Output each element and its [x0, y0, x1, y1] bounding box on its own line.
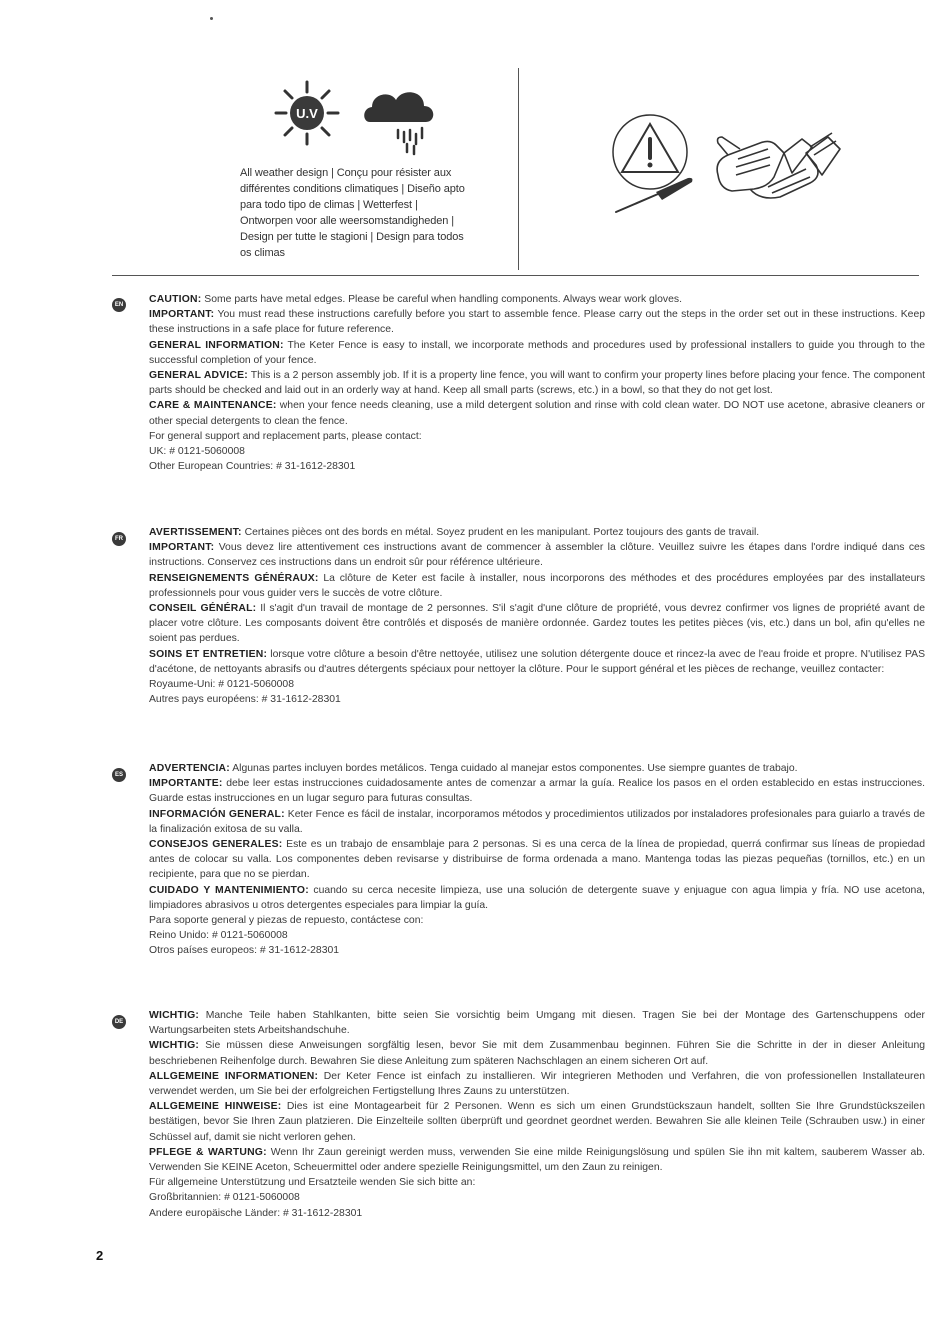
- phone-uk: UK: # 0121-5060008: [149, 446, 245, 458]
- lang-badge-de: DE: [112, 1015, 126, 1029]
- important-text: debe leer estas instrucciones cuidadosamente antes de comenzar a armar la guía. Realice los pasos en el orden establecido en estas instrucciones. Guarde estas instrucciones en un lugar seguro para futuras consultas.: [149, 778, 925, 805]
- caution-label: WICHTIG:: [149, 1010, 200, 1021]
- care-text: Wenn Ihr Zaun gereinigt werden muss, verwenden Sie eine milde Reinigungslösung und spülen Sie ihn mit kaltem, sauberem Wasser ab. Verwenden Sie KEINE Aceton, Scheuermittel oder andere spezielle Reinigungsmittel, um den Zaun zu reinigen.: [149, 1146, 925, 1174]
- care-line: [149, 883, 925, 913]
- care-line: [149, 1145, 925, 1175]
- general-info-text: La clôture de Keter est facile à installer, nous incorporons des méthodes et des procédures employées par des installateurs professionnels pour vous guider vers le succès de votre clôture.: [149, 572, 926, 599]
- lang-badge-fr: FR: [112, 532, 126, 546]
- phone-uk: Royaume-Uni: # 0121-5060008: [149, 679, 294, 691]
- important-text: Sie müssen diese Anweisungen sorgfältig lesen, bevor Sie mit dem Zusammenbau beginnen. Führen Sie die Schritte in der in dieser Anleitung beschriebenen Reihenfolge durch. Bewahren Sie diese Anleitung zum späteren Nachschlagen an einem sicheren Ort auf.: [149, 1040, 925, 1067]
- general-info-label: ALLGEMEINE INFORMATIONEN:: [149, 1070, 319, 1082]
- general-advice-label: CONSEJOS GENERALES:: [149, 839, 283, 851]
- rain-cloud-icon: [360, 82, 440, 162]
- general-advice-text: Dies ist eine Montagearbeit für 2 Personen. Wenn es sich um einen Grundstückszaun handelt, sollten Sie Ihre Grundstückszeilen bestätigen, bevor Sie Ihren Zaun platzieren. Die Einzelteile sollten überprüft und geordnet geordnet werden. Bewahren Sie alle kleinen Teile (Schrauben usw.) in einer Schüssel auf, damit sie nicht verloren gehen.: [149, 1101, 925, 1143]
- scan-dot: [210, 17, 213, 20]
- general-info-line: [149, 807, 925, 837]
- caution-label: AVERTISSEMENT:: [149, 527, 242, 538]
- general-info-text: Der Keter Fence ist einfach zu installieren. Wir integrieren Methoden und Verfahren, die von professionellen Installateuren verwendet werden, um Sie bei der erfolgreichen Fertigstellung Ihres Zauns zu unterstützen.: [149, 1070, 925, 1098]
- phone-other: Otros países europeos: # 31-1612-28301: [149, 945, 340, 957]
- phone-uk: Großbritannien: # 0121-5060008: [149, 1192, 300, 1204]
- section-es: [149, 761, 925, 959]
- important-text: Vous devez lire attentivement ces instructions avant de commencer à assembler la clôture. Veuillez suivre les étapes dans l'ordre indiqué dans ces instructions. Conservez ces instructions dans un endroit sûr pour référence ultérieure.: [149, 542, 926, 569]
- general-info-line: [149, 1069, 925, 1099]
- important-line: [149, 1038, 925, 1068]
- care-line: [149, 398, 925, 428]
- general-advice-label: GENERAL ADVICE:: [149, 370, 248, 382]
- uv-sun-icon: [272, 78, 342, 148]
- section-de: [149, 1008, 925, 1221]
- support-text: For general support and replacement parts, please contact:: [149, 430, 422, 442]
- care-text: cuando su cerca necesite limpieza, use una solución de detergente suave y enjuague con agua limpia y fría. NO use acetona, limpiadores abrasivos u otros detergentes especiales para limpiar la guía.: [149, 884, 925, 911]
- general-info-label: RENSEIGNEMENTS GÉNÉRAUX:: [149, 572, 319, 584]
- care-line: [149, 647, 925, 677]
- caution-line: [149, 761, 925, 776]
- important-label: IMPORTANTE:: [149, 778, 223, 790]
- important-label: IMPORTANT:: [149, 309, 215, 321]
- important-label: IMPORTANT:: [149, 542, 215, 554]
- general-advice-label: CONSEIL GÉNÉRAL:: [149, 603, 257, 615]
- caution-text: Certaines pièces ont des bords en métal. Soyez prudent en les manipulant. Portez toujours des gants de travail.: [244, 527, 760, 538]
- work-gloves-icon: [710, 125, 845, 207]
- care-text: lorsque votre clôture a besoin d'être nettoyée, utilisez une solution détergente douce et rincez-la avec de l'eau froide et propre. N'utilisez PAS d'acétone, de nettoyants abrasifs ou d'autres détergents spéciaux pour nettoyer la clôture. Pour le support général et les pièces de rechange, veuillez contacter:: [149, 648, 926, 675]
- caution-label: ADVERTENCIA:: [149, 763, 230, 774]
- general-advice-label: ALLGEMEINE HINWEISE:: [149, 1101, 282, 1113]
- important-line: [149, 776, 925, 806]
- general-info-label: INFORMACIÓN GENERAL:: [149, 808, 285, 820]
- section-en: [149, 292, 925, 474]
- care-label: CUIDADO Y MANTENIMIENTO:: [149, 884, 309, 896]
- general-info-line: [149, 571, 925, 601]
- support-text: Für allgemeine Unterstützung und Ersatzteile wenden Sie sich bitte an:: [149, 1177, 476, 1189]
- important-line: [149, 307, 925, 337]
- general-advice-line: [149, 368, 925, 398]
- lang-badge-en: EN: [112, 298, 126, 312]
- section-fr: [149, 525, 925, 707]
- general-info-line: [149, 338, 925, 368]
- vertical-divider: [518, 68, 519, 270]
- caution-text: Algunas partes incluyen bordes metálicos. Tenga cuidado al manejar estos componentes. Use siempre guantes de trabajo.: [232, 763, 798, 774]
- general-advice-text: Il s'agit d'un travail de montage de 2 personnes. S'il s'agit d'une clôture de propriété, vous devrez confirmer vos lignes de propriété avant de placer votre clôture. Les composants doivent être contrôlés et disposés de manière ordonnée. Gardez toutes les petites pièces (vis, etc.) dans un bol, afin qu'elles ne soient pas perdues.: [149, 603, 925, 645]
- phone-other: Other European Countries: # 31-1612-28301: [149, 461, 356, 473]
- screwdriver-icon: [612, 172, 697, 217]
- support-text: Para soporte general y piezas de repuesto, contáctese con:: [149, 915, 424, 927]
- caution-line: [149, 525, 925, 540]
- general-advice-line: [149, 1099, 925, 1145]
- caution-line: [149, 292, 925, 307]
- important-text: You must read these instructions carefully before you start to assemble fence. Please carry out the steps in the order set out in these instructions. Keep these instructions in a safe place for future reference.: [149, 309, 926, 336]
- general-info-text: The Keter Fence is easy to install, we incorporate methods and procedures used by professional installers to guide you through to the successful completion of your fence.: [149, 339, 925, 366]
- horizontal-divider: [112, 275, 919, 276]
- care-label: SOINS ET ENTRETIEN:: [149, 648, 268, 660]
- caution-label: CAUTION:: [149, 294, 202, 305]
- care-label: PFLEGE & WARTUNG:: [149, 1146, 267, 1158]
- important-label: WICHTIG:: [149, 1040, 200, 1052]
- caution-text: Manche Teile haben Stahlkanten, bitte seien Sie vorsichtig beim Umgang mit diesen. Tragen Sie bei der Montage des Gartenschuppens oder Wartungsarbeiten stets Arbeitshandschuhe.: [149, 1010, 925, 1037]
- general-advice-line: [149, 837, 925, 883]
- uv-label: U.V: [296, 106, 318, 121]
- general-info-label: GENERAL INFORMATION:: [149, 339, 284, 351]
- phone-other: Andere europäische Länder: # 31-1612-28301: [149, 1207, 363, 1219]
- icon-header: [0, 0, 950, 280]
- caution-line: [149, 1008, 925, 1038]
- lang-badge-es: ES: [112, 768, 126, 782]
- general-info-text: Keter Fence es fácil de instalar, incorporamos métodos y procedimientos utilizados por instaladores profesionales para guiarlo a través de la finalización exitosa de su valla.: [149, 808, 925, 835]
- general-advice-text: This is a 2 person assembly job. If it is a property line fence, you will want to confirm your property lines before placing your fence. The component parts should be checked and laid out in an orderly way at hand. Keep all small parts (screws, etc.) in a bowl, so that they do not get lost.: [149, 370, 925, 397]
- general-advice-text: Este es un trabajo de ensamblaje para 2 personas. Si es una cerca de la línea de propiedad, querrá confirmar sus líneas de propiedad antes de colocar su valla. Los componentes deben revisarse y distribuirse de forma ordenada a mano. Mantenga todas las piezas pequeñas (tornillos, etc.) en un recipiente, para que no se pierdan.: [149, 839, 925, 881]
- caution-text: Some parts have metal edges. Please be careful when handling components. Always wear work gloves.: [204, 294, 682, 305]
- weather-caption: All weather design | Conçu pour résister aux différentes conditions climatiques | Diseño apto para todo tipo de climas | Wetterfest | Ontworpen voor alle weersomstandigheden | Design per tutte le stagioni | Design para todos os climas: [240, 167, 465, 259]
- care-text: when your fence needs cleaning, use a mild detergent solution and rinse with cold clean water. DO NOT use acetone, abrasive cleaners or other special detergents to clean the fence.: [149, 400, 925, 427]
- page-number: 2: [96, 1248, 104, 1263]
- care-label: CARE & MAINTENANCE:: [149, 400, 277, 412]
- phone-uk: Reino Unido: # 0121-5060008: [149, 930, 288, 942]
- phone-other: Autres pays européens: # 31-1612-28301: [149, 694, 341, 706]
- important-line: [149, 540, 925, 570]
- general-advice-line: [149, 601, 925, 647]
